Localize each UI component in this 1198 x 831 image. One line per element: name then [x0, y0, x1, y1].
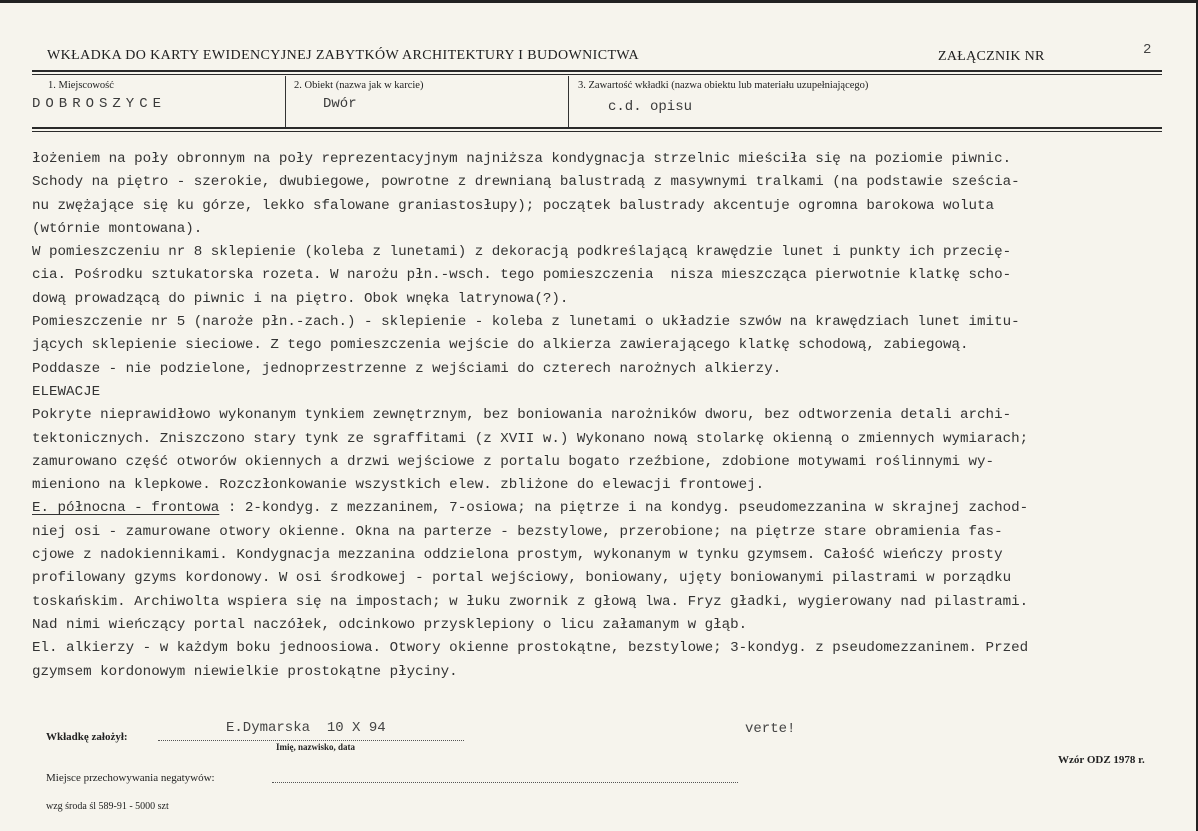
description-line: toskańskim. Archiwolta wspiera się na impostach; w łuku zwornik z głową lwa. Fryz gładki, wygierowany nad pilastrami.: [32, 593, 1029, 610]
description-line: El. alkierzy - w każdym boku jednoosiowa. Otwory okienne prostokątne, bezstylowe; 3-kondyg. z pseudomezzaninem. Przed: [32, 640, 1029, 657]
object-label: 2. Obiekt (nazwa jak w karcie): [294, 80, 424, 91]
top-edge: [0, 0, 1198, 3]
founded-value: E.Dymarska 10 X 94: [226, 720, 386, 736]
description-line: Poddasze - nie podzielone, jednoprzestrzenne z wejściami do czterech narożnych alkierzy.: [32, 360, 782, 377]
description-line: Pomieszczenie nr 5 (naroże płn.-zach.) - sklepienie - koleba z lunetami o układzie szwów na krawędziach lunet imitu-: [32, 314, 1020, 331]
content-label: 3. Zawartość wkładki (nazwa obiektu lub materiału uzupełniającego): [578, 80, 869, 91]
description-line: gzymsem kordonowym niewielkie prostokątne płyciny.: [32, 663, 458, 680]
founded-label: Wkładkę założył:: [46, 731, 128, 743]
content-value: c.d. opisu: [608, 99, 693, 115]
description-line: mieniono na klepkowe. Rozczłonkowanie wszystkich elew. zbliżone do elewacji frontowej.: [32, 477, 765, 494]
description-line: (wtórnie montowana).: [32, 220, 203, 237]
description-line: niej osi - zamurowane otwory okienne. Okna na parterze - bezstylowe, przerobione; na piętrze stare obramienia fas-: [32, 523, 1003, 540]
field-divider-2: [568, 76, 569, 128]
description-text: [32, 148, 1182, 684]
negatives-label: Miejsce przechowywania negatywów:: [46, 772, 215, 784]
description-line: dową prowadzącą do piwnic i na piętro. Obok wnęka latrynowa(?).: [32, 290, 569, 307]
header-rule: [32, 70, 1162, 72]
description-line: tektonicznych. Zniszczono stary tynk ze sgraffitami (z XVII w.) Wykonano nową stolarkę okienną o zmiennych wymiarach;: [32, 430, 1029, 447]
locality-label: 1. Miejscowość: [48, 80, 114, 91]
description-line: nu zwężające się ku górze, lekko sfalowane graniastosłupy); początek balustrady akcentuje ogromna barokowa woluta: [32, 197, 995, 214]
description-line: Nad nimi wieńczący portal naczółek, odcinkowo przysklepiony o licu załamanym w głąb.: [32, 616, 748, 633]
founded-dotted-line: [158, 740, 464, 741]
description-line: profilowany gzyms kordonowy. W osi środkowej - portal wejściowy, boniowany, ujęty boniowanymi pilastrami w porządku: [32, 570, 1012, 587]
form-id: Wzór ODZ 1978 r.: [1058, 754, 1145, 766]
description-line: zamurowano część otworów okiennych a drzwi wejściowe z portalu bogato rzeźbione, zdobione motywami roślinnymi wy-: [32, 453, 995, 470]
description-line: jących sklepienie sieciowe. Z tego pomieszczenia wejście do alkierza zawierającego klatkę schodową, zabiegową.: [32, 337, 969, 354]
object-value: Dwór: [323, 96, 357, 112]
description-line: łożeniem na poły obronnym na poły reprezentacyjnym najniższa kondygnacja strzelnic mieściła się na poziomie piwnic.: [32, 151, 1012, 167]
description-line: Pokryte nieprawidłowo wykonanym tynkiem zewnętrznym, bez boniowania narożników dworu, bez odtworzenia detali archi-: [32, 407, 1012, 424]
fields-rule: [32, 127, 1162, 129]
description-line: cjowe z nadokiennikami. Kondygnacja mezzanina oddzielona prostym, wykonanym w tynku gzymsem. Całość wieńczy prosty: [32, 547, 1003, 564]
section-heading-elewacje: ELEWACJE: [32, 383, 101, 400]
facade-first-line: [32, 497, 1182, 520]
field-divider-1: [285, 76, 286, 128]
locality-value: DOBROSZYCE: [32, 96, 167, 112]
description-line: W pomieszczeniu nr 8 sklepienie (koleba z lunetami) z dekoracją podkreślającą krawędzie lunet i punkty ich przecię-: [32, 244, 1012, 261]
facade-first-rest: : 2-kondyg. z mezzaninem, 7-osiowa; na piętrze i na kondyg. pseudomezzanina w skrajnej zachod-: [219, 500, 1029, 517]
negatives-dotted-line: [272, 782, 738, 783]
founded-caption: Imię, nazwisko, data: [276, 742, 356, 752]
verte-note: verte!: [745, 721, 796, 737]
description-line: Schody na piętro - szerokie, dwubiegowe, powrotne z drewnianą balustradą z masywnymi tralkami (na podstawie sześcia-: [32, 174, 1020, 191]
fields-rule-thin: [32, 131, 1162, 132]
header-rule-thin: [32, 74, 1162, 75]
facade-heading: E. północna - frontowa: [32, 500, 220, 517]
page-number: 2: [1143, 42, 1152, 58]
form-title: WKŁADKA DO KARTY EWIDENCYJNEJ ZABYTKÓW ARCHITEKTURY I BUDOWNICTWA: [47, 48, 639, 63]
description-line: cia. Pośrodku sztukatorska rozeta. W narożu płn.-wsch. tego pomieszczenia nisza mieszcząca pierwotnie klatkę scho-: [32, 267, 1012, 284]
annex-label: ZAŁĄCZNIK NR: [938, 49, 1045, 64]
print-info: wzg środa śl 589-91 - 5000 szt: [46, 801, 169, 812]
